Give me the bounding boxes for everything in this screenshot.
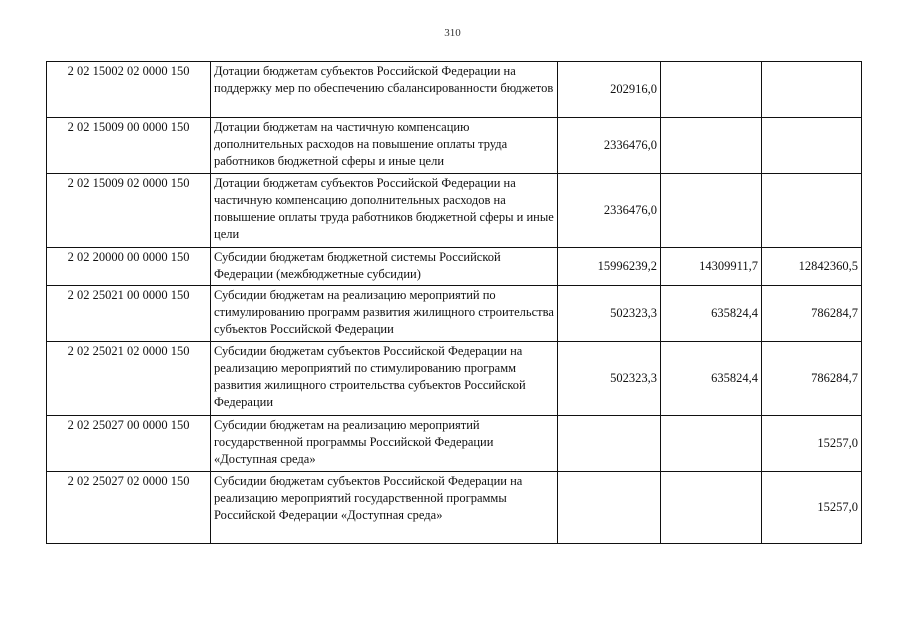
amount-year-1: 502323,3 <box>558 342 661 416</box>
table-row <box>47 248 862 286</box>
table-row <box>47 174 862 248</box>
amount-year-2 <box>661 472 762 544</box>
amount-year-1: 502323,3 <box>558 286 661 342</box>
budget-code: 2 02 20000 00 0000 150 <box>47 248 211 286</box>
revenue-description: Дотации бюджетам на частичную компенсацию дополнительных расходов на повышение оплаты труда работников бюджетной сферы и иные цели <box>211 118 558 174</box>
budget-code: 2 02 25021 00 0000 150 <box>47 286 211 342</box>
revenue-description: Субсидии бюджетам на реализацию мероприятий по стимулированию программ развития жилищного строительства субъектов Российской Федерации <box>211 286 558 342</box>
table-row <box>47 342 862 416</box>
amount-year-1: 2336476,0 <box>558 174 661 248</box>
budget-code: 2 02 15009 02 0000 150 <box>47 174 211 248</box>
revenue-description: Субсидии бюджетам на реализацию мероприятий государственной программы Российской Федерации «Доступная среда» <box>211 416 558 472</box>
amount-year-2 <box>661 416 762 472</box>
budget-revenue-table <box>46 61 862 544</box>
revenue-description: Субсидии бюджетам субъектов Российской Федерации на реализацию мероприятий государственной программы Российской Федерации «Доступная среда» <box>211 472 558 544</box>
amount-year-2 <box>661 62 762 118</box>
table-row <box>47 286 862 342</box>
amount-year-3: 12842360,5 <box>762 248 862 286</box>
amount-year-2 <box>661 174 762 248</box>
budget-code: 2 02 25021 02 0000 150 <box>47 342 211 416</box>
revenue-description: Субсидии бюджетам субъектов Российской Федерации на реализацию мероприятий по стимулированию программ развития жилищного строительства субъектов Российской Федерации <box>211 342 558 416</box>
amount-year-3: 786284,7 <box>762 342 862 416</box>
revenue-description: Дотации бюджетам субъектов Российской Федерации на поддержку мер по обеспечению сбалансированности бюджетов <box>211 62 558 118</box>
table-row <box>47 62 862 118</box>
budget-code: 2 02 25027 02 0000 150 <box>47 472 211 544</box>
amount-year-2: 14309911,7 <box>661 248 762 286</box>
table-row <box>47 472 862 544</box>
amount-year-3: 15257,0 <box>762 472 862 544</box>
amount-year-3: 786284,7 <box>762 286 862 342</box>
amount-year-3 <box>762 174 862 248</box>
amount-year-2: 635824,4 <box>661 286 762 342</box>
amount-year-3 <box>762 62 862 118</box>
table-row <box>47 118 862 174</box>
amount-year-1: 2336476,0 <box>558 118 661 174</box>
page-number: 310 <box>444 27 461 39</box>
amount-year-1 <box>558 472 661 544</box>
amount-year-3 <box>762 118 862 174</box>
budget-code: 2 02 15009 00 0000 150 <box>47 118 211 174</box>
amount-year-1: 202916,0 <box>558 62 661 118</box>
revenue-description: Дотации бюджетам субъектов Российской Федерации на частичную компенсацию дополнительных расходов на повышение оплаты труда работников бюджетной сферы и иные цели <box>211 174 558 248</box>
amount-year-3: 15257,0 <box>762 416 862 472</box>
budget-code: 2 02 15002 02 0000 150 <box>47 62 211 118</box>
budget-code: 2 02 25027 00 0000 150 <box>47 416 211 472</box>
revenue-description: Субсидии бюджетам бюджетной системы Российской Федерации (межбюджетные субсидии) <box>211 248 558 286</box>
table-row <box>47 416 862 472</box>
amount-year-1: 15996239,2 <box>558 248 661 286</box>
amount-year-2: 635824,4 <box>661 342 762 416</box>
amount-year-2 <box>661 118 762 174</box>
amount-year-1 <box>558 416 661 472</box>
